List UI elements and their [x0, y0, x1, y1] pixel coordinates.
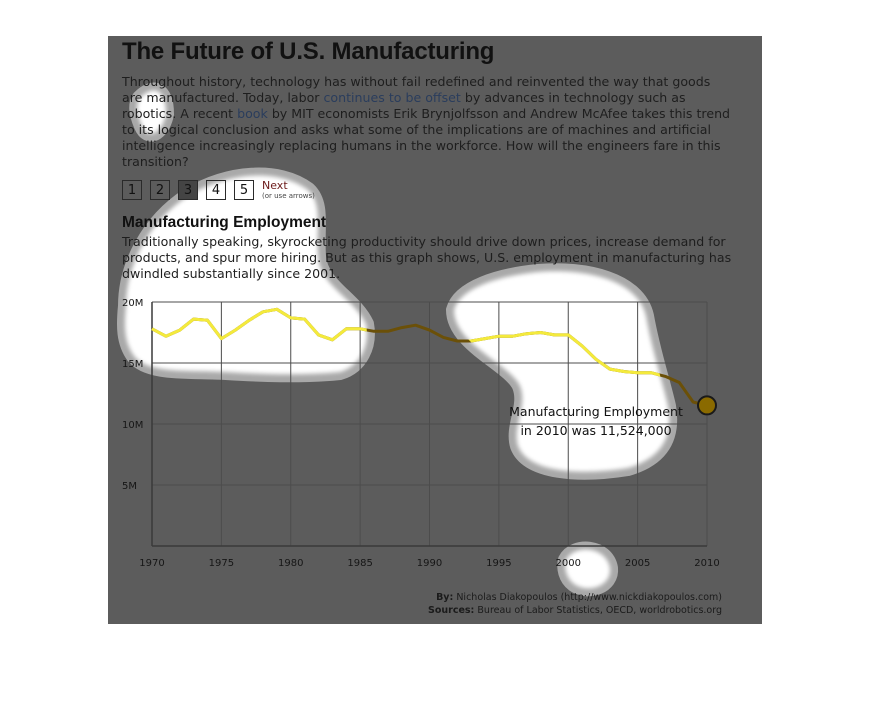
y-tick-label: 15M — [122, 359, 144, 370]
x-tick-label: 2000 — [555, 558, 581, 569]
page-1-button[interactable]: 1 — [122, 180, 142, 200]
infographic-panel — [108, 36, 762, 624]
intro-text-3: by MIT economists Erik Brynjolfsson and Andrew McAfee takes this trend to its logical conclusion and asks what some of the implications are of machines and artificial intelligence increasingly replacing humans in the workforce. How will the engineers fare in this transition? — [122, 106, 731, 169]
y-tick-label: 5M — [122, 481, 137, 492]
x-tick-label: 1985 — [347, 558, 373, 569]
highlight-point[interactable] — [698, 396, 716, 414]
next-page-link[interactable]: Next — [262, 179, 288, 192]
x-tick-label: 1975 — [208, 558, 235, 569]
x-axis-ticks — [139, 558, 719, 569]
offset-link[interactable]: continues to be offset — [323, 90, 461, 105]
page-4-button[interactable]: 4 — [206, 180, 226, 200]
author-credit — [428, 591, 722, 604]
x-tick-label: 1980 — [278, 558, 304, 569]
section-body: Traditionally speaking, skyrocketing productivity should drive down prices, increase demand for products, and spur more hiring. But as this graph shows, U.S. employment in manufacturing has dwindled substantially since 2001. — [122, 234, 732, 281]
page-3-button[interactable]: 3 — [178, 180, 198, 200]
intro-paragraph — [122, 74, 732, 170]
annotation-line-2: in 2010 was 11,524,000 — [520, 423, 672, 438]
annotation-line-1: Manufacturing Employment — [509, 404, 683, 419]
y-tick-label: 10M — [122, 420, 144, 431]
sources-credit — [428, 604, 722, 617]
sources-label: Sources: — [428, 605, 475, 616]
y-tick-label: 20M — [122, 298, 144, 309]
intro-text-1: Throughout history, technology has without fail redefined and reinvented the way that goods are manufactured. Today, labor — [122, 74, 711, 105]
credits — [428, 591, 722, 617]
x-tick-label: 2010 — [694, 558, 720, 569]
intro-text-2: by advances in technology such as robotics. A recent — [122, 90, 686, 121]
page-5-button[interactable]: 5 — [234, 180, 254, 200]
page-2-button[interactable]: 2 — [150, 180, 170, 200]
x-tick-label: 1970 — [139, 558, 165, 569]
section-title: Manufacturing Employment — [122, 214, 327, 231]
author-text[interactable]: Nicholas Diakopoulos (http://www.nickdiakopoulos.com) — [456, 592, 722, 603]
book-link[interactable]: book — [237, 106, 268, 121]
x-tick-label: 2005 — [624, 558, 651, 569]
x-tick-label: 1990 — [416, 558, 443, 569]
x-tick-label: 1995 — [486, 558, 512, 569]
by-label: By: — [436, 592, 454, 603]
sources-text: Bureau of Labor Statistics, OECD, worldrobotics.org — [477, 605, 722, 616]
next-hint: (or use arrows) — [262, 192, 315, 200]
page-title: The Future of U.S. Manufacturing — [122, 38, 495, 65]
